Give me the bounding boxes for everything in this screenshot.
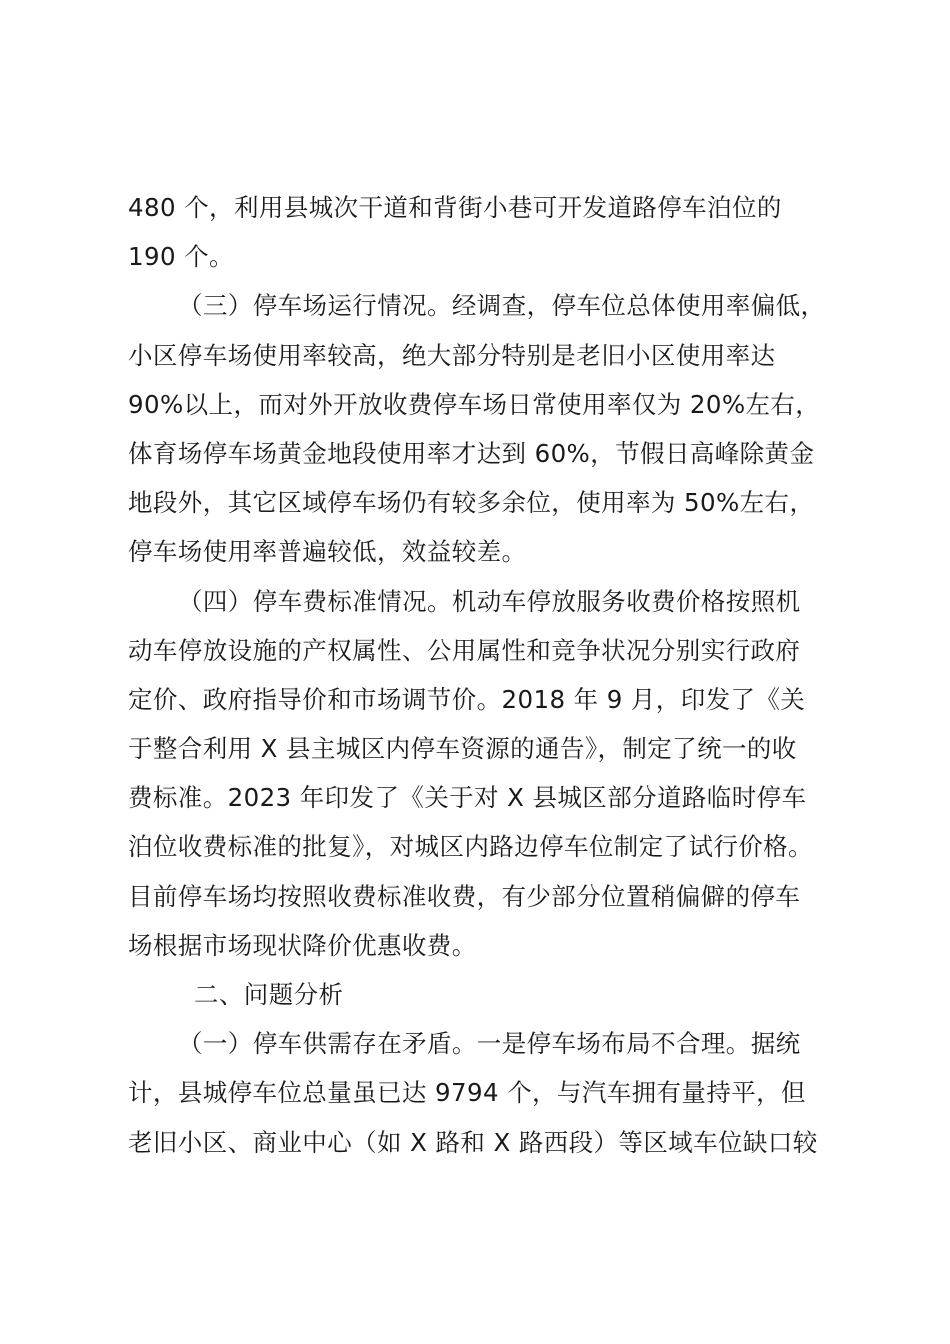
text-line: 190 个。 (128, 242, 234, 272)
text-line: 于整合利用 X 县主城区内停车资源的通告》，制定了统一的收 (128, 734, 797, 764)
section-paragraph-start: （四）停车费标准情况。机动车停放服务收费价格按照机 (178, 586, 801, 616)
text-line: 老旧小区、商业中心（如 X 路和 X 路西段）等区域车位缺口较 (128, 1127, 818, 1157)
text-line: 体育场停车场黄金地段使用率才达到 60%，节假日高峰除黄金 (128, 438, 815, 468)
text-line: 480 个，利用县城次干道和背街小巷可开发道路停车泊位的 (128, 193, 782, 222)
text-line: 定价、政府指导价和市场调节价。2018 年 9 月，印发了《关 (128, 684, 806, 714)
section-paragraph-start: （一）停车供需存在矛盾。一是停车场布局不合理。据统 (178, 1029, 801, 1059)
section-paragraph-start: （三）停车场运行情况。经调查，停车位总体使用率偏低， (178, 291, 826, 321)
text-line: 动车停放设施的产权属性、公用属性和竞争状况分别实行政府 (128, 635, 801, 665)
text-line: 停车场使用率普遍较低，效益较差。 (128, 537, 527, 567)
text-line: 目前停车场均按照收费标准收费，有少部分位置稍偏僻的停车 (128, 881, 801, 911)
text-line: 费标准。2023 年印发了《关于对 X 县城区部分道路临时停车 (128, 783, 807, 813)
text-line: 场根据市场现状降价优惠收费。 (128, 930, 477, 960)
section-heading: 二、问题分析 (194, 980, 344, 1009)
text-line: 90%以上，而对外开放收费停车场日常使用率仅为 20%左右， (128, 389, 821, 419)
text-line: 小区停车场使用率较高，绝大部分特别是老旧小区使用率达 (128, 340, 776, 370)
text-line: 地段外，其它区域停车场仍有较多余位，使用率为 50%左右， (128, 488, 815, 518)
document-body (128, 183, 848, 1167)
text-line: 计，县城停车位总量虽已达 9794 个，与汽车拥有量持平，但 (128, 1078, 806, 1108)
text-line: 泊位收费标准的批复》，对城区内路边停车位制定了试行价格。 (128, 832, 813, 862)
